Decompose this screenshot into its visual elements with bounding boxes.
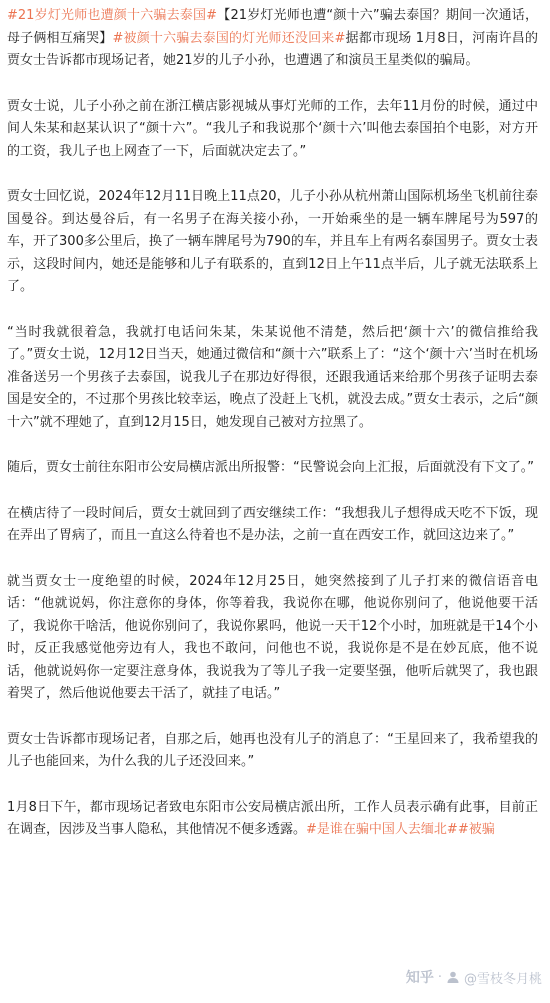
paragraph-1 [7, 5, 538, 73]
paragraph-text: 【21岁灯光师也遭“颜十六”骗去泰国？期间一次通话，母子俩相互痛哭】 [7, 8, 538, 46]
paragraph-text: 据都市现场 1月8日，河南许昌的贾女士告诉都市现场记者，她21岁的儿子小孙，也遭遇了和演员王星类似的骗局。 [7, 30, 538, 68]
hashtag-link[interactable]: #被骗 [457, 822, 495, 837]
paragraph-4: “当时我就很着急，我就打电话问朱某，朱某说他不清楚，然后把‘颜十六’的微信推给我了。”贾女士说，12月12日当天，她通过微信和“颜十六”联系上了：“这个‘颜十六’当时在机场准备送另一个男孩子去泰国，说我儿子在那边好得很，还跟我通话来给那个男孩子证明去泰国是安全的，不过那个男孩比较幸运，晚点了没赶上飞机，就没去成。”贾女士表示，之后“颜十六”就不理她了，直到12月15日，她发现自己被对方拉黑了。 [7, 324, 538, 430]
watermark-brand: 知乎 [405, 970, 434, 986]
watermark-separator: · [437, 969, 442, 985]
watermark-handle: @雪枝冬月桃 [463, 971, 542, 987]
paragraph-8: 贾女士告诉都市现场记者，自那之后，她再也没有儿子的消息了：“王星回来了，我希望我的儿子也能回来，为什么我的儿子还没回来。” [7, 731, 538, 769]
paragraph-9 [7, 797, 538, 842]
paragraph-7: 就当贾女士一度绝望的时候，2024年12月25日，她突然接到了儿子打来的微信语音电话：“他就说妈，你注意你的身体，你等着我，我说你在哪，他说你别问了，他说他要干活了，我说你干啥活，他说你别问了，我说你累吗，他说一天干12个小时，加班就是干14个小时，反正我感觉他旁边有人，我也不敢问，问他也不说，我说你是不是在妙瓦底，他不说话，他就说妈你一定要注意身体，我说我为了等儿子我一定要坚强，他听后就哭了，我也跟着哭了，然后他说他要去干活了，就挂了电话。” [7, 573, 538, 701]
user-icon [446, 970, 460, 984]
paragraph-6: 在横店待了一段时间后，贾女士就回到了西安继续工作：“我想我儿子想得成天吃不下饭，现在弄出了胃病了，而且一直这么待着也不是办法，之前一直在西安工作，就回这边来了。” [7, 505, 538, 543]
paragraph-text: 1月8日下午，都市现场记者致电东阳市公安局横店派出所，工作人员表示确有此事，目前正在调查，因涉及当事人隐私，其他情况不便多透露。 [7, 799, 538, 837]
paragraph-5: 随后，贾女士前往东阳市公安局横店派出所报警：“民警说会向上汇报，后面就没有下文了。” [7, 460, 534, 475]
hashtag-link[interactable]: #是谁在骗中国人去缅北# [306, 822, 458, 837]
paragraph-2: 贾女士说，儿子小孙之前在浙江横店影视城从事灯光师的工作，去年11月份的时候，通过中间人朱某和赵某认识了“颜十六”。“我儿子和我说那个‘颜十六’叫他去泰国拍个电影，对方开的工资，我儿子也上网查了一下，后面就决定去了。” [7, 98, 538, 159]
paragraph-3: 贾女士回忆说，2024年12月11日晚上11点20，儿子小孙从杭州萧山国际机场坐飞机前往泰国曼谷。到达曼谷后，有一名男子在海关接小孙，一开始乘坐的是一辆车牌尾号为597的车，开了300多公里后，换了一辆车牌尾号为790的车，并且车上有两名泰国男子。贾女士表示，这段时间内，她还是能够和儿子有联系的，直到12日上午11点半后，儿子就无法联系上了。 [7, 189, 538, 294]
hashtag-link[interactable]: #被颜十六骗去泰国的灯光师还没回来# [112, 30, 346, 46]
watermark [406, 967, 542, 987]
hashtag-link[interactable]: #21岁灯光师也遭颜十六骗去泰国# [7, 8, 218, 23]
